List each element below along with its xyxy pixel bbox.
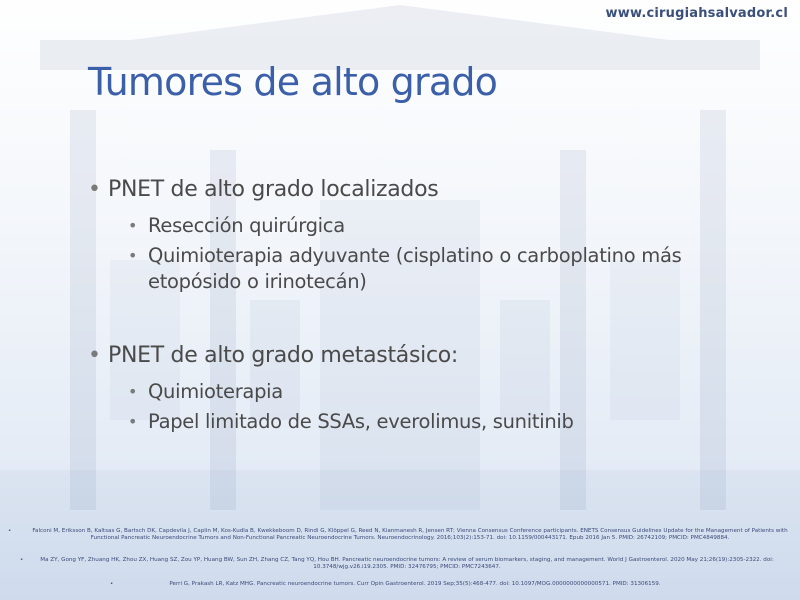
- sub-bullet-dot: •: [128, 382, 138, 401]
- bullet-text: PNET de alto grado metastásico:: [108, 343, 459, 368]
- reference-bullet: •: [110, 581, 114, 587]
- bullet-dot: •: [88, 177, 101, 202]
- reference-bullet: •: [8, 528, 12, 534]
- reference-item: [20, 557, 780, 571]
- sub-bullet-surgery: [88, 213, 778, 239]
- sub-bullet-adjuvant-chemo: [88, 243, 778, 295]
- sub-bullet-chemo: [88, 379, 778, 405]
- bullet-localized: [88, 175, 778, 205]
- reference-text: Falconi M, Eriksson B, Kaltsas G, Bartsch DK, Capdevila J, Caplin M, Kos-Kudla B, Kwekkeboom D, Rindi G, Klöppel G, Reed N, Kianmanesh R, Jensen RT; Vienna Consensus Conference participants. ENETS Consensus Guidelines Update for the Management of Patients with Functional Pancreatic Neuroendocrine Tumors and Non-Functional Pancreatic Neuroendocrine Tumors. Neuroendocrinology. 2016;103(2):153-71. doi: 10.1159/000443171. Epub 2016 Jan 5. PMID: 26742109; PMCID: PMC4849884.: [32, 528, 788, 541]
- bullet-list: [88, 175, 778, 435]
- sub-bullet-text: Resección quirúrgica: [148, 214, 345, 237]
- bullet-text: PNET de alto grado localizados: [108, 177, 439, 202]
- sub-bullet-text: Papel limitado de SSAs, everolimus, sunitinib: [148, 410, 574, 433]
- reference-bullet: •: [20, 557, 24, 563]
- slide-title: Tumores de alto grado: [88, 60, 498, 104]
- reference-text: Perri G, Prakash LR, Katz MHG. Pancreatic neuroendocrine tumors. Curr Opin Gastroenterol. 2019 Sep;35(5):468-477. doi: 10.1097/MOG.0000000000000571. PMID: 31306159.: [169, 581, 661, 587]
- sub-bullet-text: Quimioterapia: [148, 380, 283, 403]
- reference-item: [8, 528, 792, 542]
- reference-text: Ma ZY, Gong YF, Zhuang HK, Zhou ZX, Huang SZ, Zou YP, Huang BW, Sun ZH, Zhang CZ, Tang YQ, Hou BH. Pancreatic neuroendocrine tumors: A review of serum biomarkers, staging, and management. World J Gastroenterol. 2020 May 21;26(19):2305-2322. doi: 10.3748/wjg.v26.i19.2305. PMID: 32476795; PMCID: PMC7243647.: [40, 557, 774, 570]
- bullet-dot: •: [88, 343, 101, 368]
- sub-bullet-dot: •: [128, 216, 138, 235]
- bullet-metastatic: [88, 341, 778, 371]
- sub-bullet-text: Quimioterapia adyuvante (cisplatino o carboplatino más etopósido o irinotecán): [148, 244, 682, 293]
- sub-bullet-dot: •: [128, 246, 138, 265]
- reference-item: [110, 581, 710, 588]
- sub-bullet-ssas: [88, 409, 778, 435]
- sub-bullet-dot: •: [128, 412, 138, 431]
- website-url: www.cirugiahsalvador.cl: [605, 6, 788, 21]
